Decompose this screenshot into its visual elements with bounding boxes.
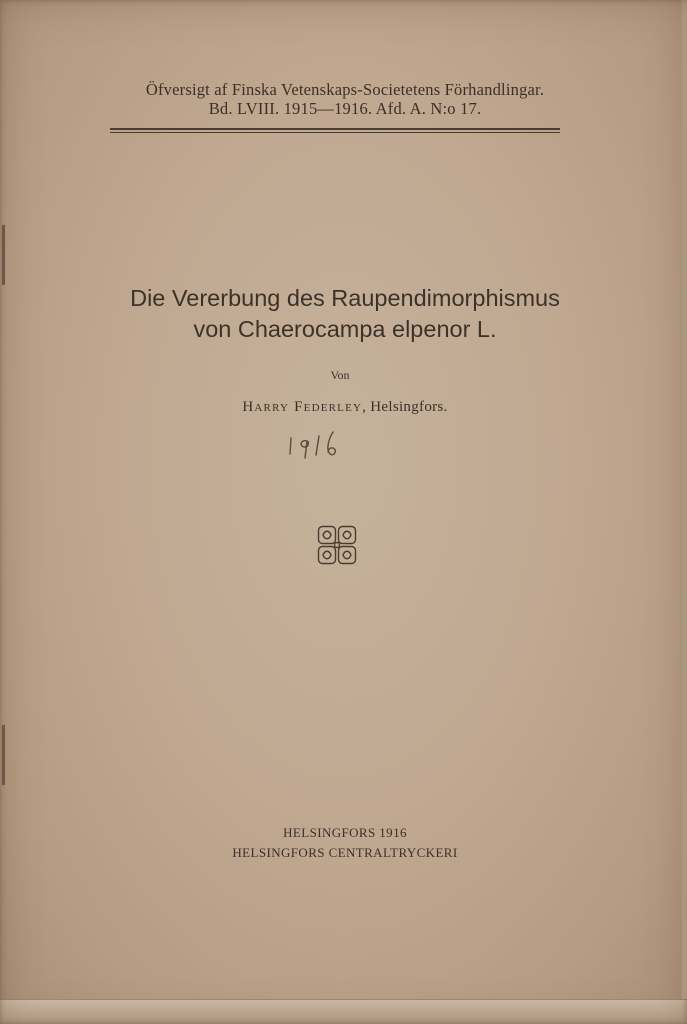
printers-ornament-icon [317, 525, 357, 565]
imprint-printer: HELSINGFORS CENTRALTRYCKERI [232, 845, 458, 860]
author-line [160, 399, 530, 416]
author-name: Harry Federley [242, 399, 363, 415]
handwritten-year [285, 424, 355, 464]
page-edge [681, 0, 687, 1024]
binding-mark [2, 725, 5, 785]
imprint-place-year: HELSINGFORS 1916 [283, 825, 407, 840]
page-edge-bottom [0, 999, 687, 1024]
header-rule-thick [110, 128, 560, 130]
author-place: , Helsingfors. [362, 399, 448, 415]
journal-header [80, 80, 610, 118]
binding-mark [2, 225, 5, 285]
byline-von: Von [330, 368, 350, 382]
imprint [190, 823, 500, 863]
header-rule-thin [110, 132, 560, 133]
title-line-1: Die Vererbung des Raupendimorphismus [130, 285, 560, 311]
document-title [60, 283, 630, 345]
title-line-2: von Chaerocampa elpenor L. [193, 316, 497, 342]
journal-volume: Bd. LVIII. 1915—1916. Afd. A. N:o 17. [208, 99, 482, 118]
journal-title: Öfversigt af Finska Vetenskaps-Societetens Förhandlingar. [145, 80, 545, 99]
